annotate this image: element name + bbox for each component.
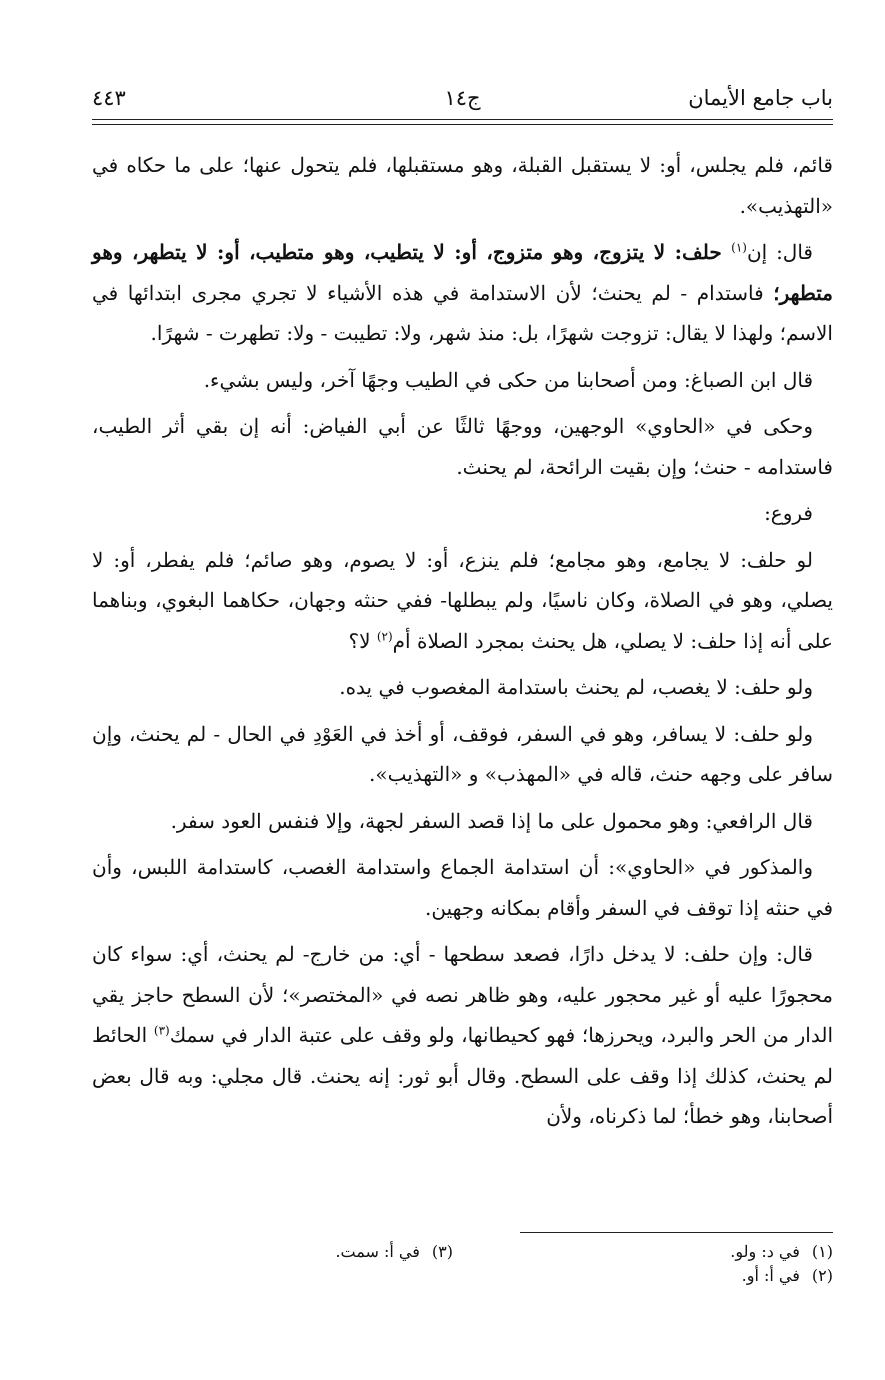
footnote-mark: (٣) — [431, 1242, 453, 1261]
footnote-mark: (١) — [811, 1242, 833, 1261]
paragraph-text: قال الرافعي: وهو محمول على ما إذا قصد السفر لجهة، وإلا فنفس العود سفر. — [170, 808, 813, 833]
paragraph — [92, 406, 833, 487]
footnote — [573, 1240, 833, 1264]
chapter-title: باب جامع الأيمان — [688, 86, 833, 110]
paragraph-text: قائم، فلم يجلس، أو: لا يستقبل القبلة، وهو مستقبلها، فلم يتحول عنها؛ على ما حكاه في «التهذيب». — [92, 153, 833, 218]
footnote-ref: (١) — [731, 240, 747, 255]
main-text — [92, 145, 833, 1143]
paragraph — [92, 847, 833, 928]
footnote-separator — [520, 1232, 833, 1233]
paragraph-text: قال ابن الصباغ: ومن أصحابنا من حكى في الطيب وجهًا آخر، وليس بشيء. — [203, 367, 813, 392]
paragraph-text: والمذكور في «الحاوي»: أن استدامة الجماع واستدامة الغصب، كاستدامة اللبس، وأن في حنثه إذا توقف في السفر وأقام بمكانه وجهين. — [92, 855, 833, 920]
paragraph-text: فاستدام - لم يحنث؛ لأن الاستدامة في هذه الأشياء لا تجري مجرى ابتدائها في الاسم؛ ولهذا لا يقال: تزوجت شهرًا، بل: منذ شهر، ولا: تطيبت - ولا: تطهرت - شهرًا. — [92, 280, 833, 345]
paragraph-text: لو حلف: لا يجامع، وهو مجامع؛ فلم ينزع، أو: لا يصوم، وهو صائم؛ فلم يفطر، أو: لا يصلي، وهو في الصلاة، وكان ناسيًا، ولم يبطلها- ففي حنثه وجهان، حكاهما البغوي، وبناهما على أنه إذا حلف: لا يصلي، هل يحنث بمجرد الصلاة أم — [92, 547, 833, 653]
paragraph-text: لا؟ — [348, 628, 377, 653]
section-heading — [92, 493, 833, 534]
paragraph-text: الحائط لم يحنث، كذلك إذا وقف على السطح. وقال أبو ثور: إنه يحنث. قال مجلي: وبه قال بعض أصحابنا، وهو خطأ؛ لما ذكرناه، ولأن — [92, 1023, 833, 1128]
footnote-mark: (٢) — [811, 1266, 833, 1285]
footnote-column — [253, 1240, 453, 1264]
footnote-column — [573, 1240, 833, 1288]
footnote-ref: (٢) — [376, 628, 393, 643]
paragraph — [92, 801, 833, 842]
footnote-text: في أ: أو. — [741, 1266, 800, 1285]
header-rule-thin — [92, 124, 833, 125]
volume-number: ج١٤ — [444, 86, 481, 110]
paragraph-text: وحكى في «الحاوي» الوجهين، ووجهًا ثالثًا عن أبي الفياض: أنه إن بقي أثر الطيب، فاستدامه - حنث؛ وإن بقيت الرائحة، لم يحنث. — [92, 414, 833, 479]
footnote — [253, 1240, 453, 1264]
bold-text: حلف: لا يتزوج، وهو متزوج، أو: لا يتطيب، وهو متطيب، أو: لا يتطهر، وهو متطهر؛ — [92, 240, 833, 305]
footnote-ref: (٣) — [153, 1023, 170, 1038]
header-rule — [92, 119, 833, 120]
paragraph — [92, 714, 833, 795]
footnote — [573, 1264, 833, 1288]
paragraph-text: قال: إن — [746, 240, 813, 264]
paragraph-text: ولو حلف: لا يسافر، وهو في السفر، فوقف، أو أخذ في العَوْدِ في الحال - لم يحنث، وإن سافر على وجهه حنث، قاله في «المهذب» و «التهذيب». — [92, 721, 833, 786]
paragraph — [92, 540, 833, 662]
footnote-text: في أ: سمت. — [335, 1242, 420, 1261]
heading-text: فروع: — [764, 501, 813, 525]
paragraph — [92, 934, 833, 1137]
paragraph — [92, 360, 833, 401]
paragraph — [92, 145, 833, 226]
footnote-text: في د: ولو. — [730, 1242, 800, 1261]
paragraph — [92, 667, 833, 708]
page-number: ٤٤٣ — [92, 86, 126, 110]
running-header — [92, 86, 833, 118]
paragraph-text: قال: وإن حلف: لا يدخل دارًا، فصعد سطحها - أي: من خارج- لم يحنث، أي: سواء كان محجورًا عليه أو غير محجور عليه، وهو ظاهر نصه في «المختصر»؛ لأن السطح حاجز يقي الدار من الحر والبرد، ويحرزها؛ فهو كحيطانها، ولو وقف على عتبة الدار في سمك — [92, 942, 833, 1047]
paragraph — [92, 232, 833, 354]
paragraph-text: ولو حلف: لا يغصب، لم يحنث باستدامة المغصوب في يده. — [339, 675, 813, 699]
